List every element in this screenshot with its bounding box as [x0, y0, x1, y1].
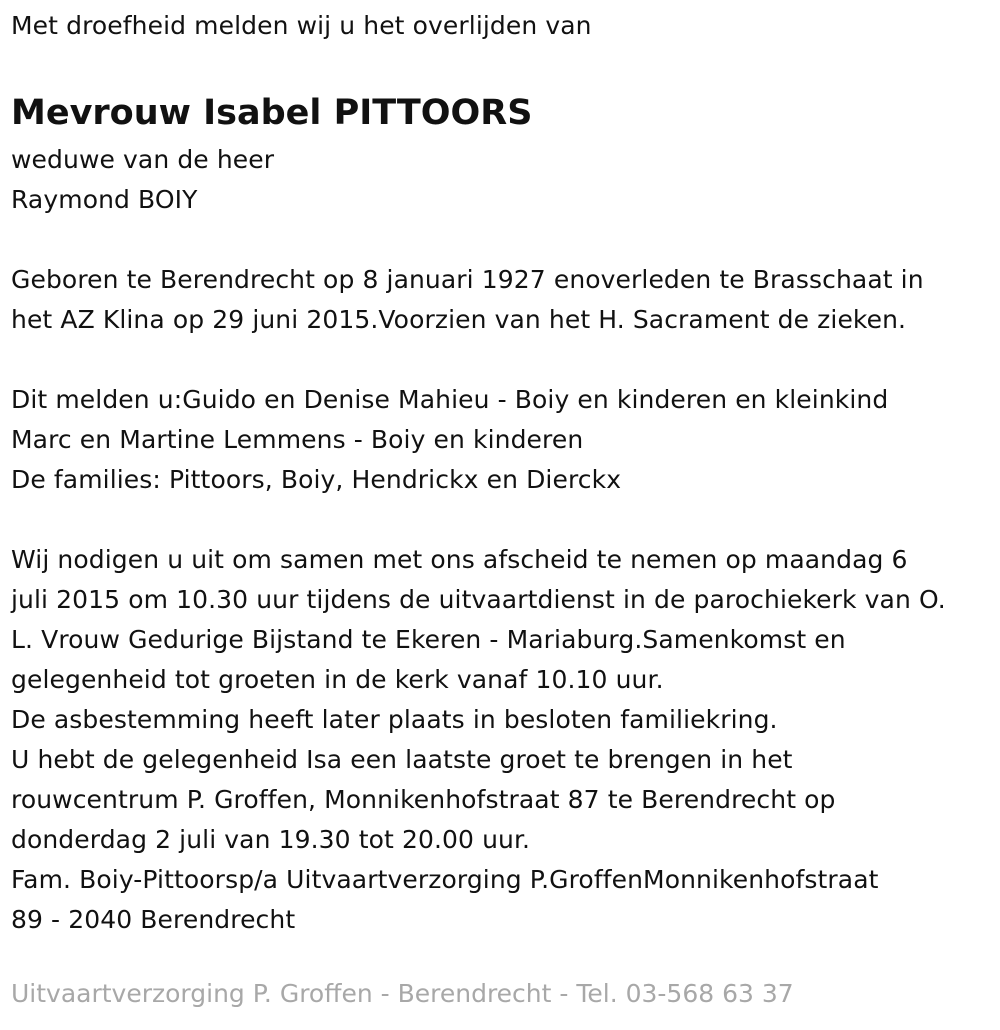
paragraph-line: De asbestemming heeft later plaats in besloten familiekring.: [11, 705, 778, 734]
spacer: [11, 500, 996, 540]
paragraph-line: donderdag 2 juli van 19.30 tot 20.00 uur.: [11, 825, 531, 854]
paragraph-line: het AZ Klina op 29 juni 2015.Voorzien van het H. Sacrament de zieken.: [11, 305, 907, 334]
paragraph-line: rouwcentrum P. Groffen, Monnikenhofstraat 87 te Berendrecht op: [11, 785, 836, 814]
funeral-home-footer: Uitvaartverzorging P. Groffen - Berendrecht - Tel. 03-568 63 37: [11, 979, 794, 1008]
invitation-paragraph: [11, 540, 996, 940]
announcers-paragraph: [11, 380, 996, 500]
paragraph-line: juli 2015 om 10.30 uur tijdens de uitvaartdienst in de parochiekerk van O.: [11, 585, 946, 614]
intro-text: Met droefheid melden wij u het overlijden van: [11, 11, 592, 40]
paragraph-line: Marc en Martine Lemmens - Boiy en kinderen: [11, 425, 584, 454]
paragraph-line: U hebt de gelegenheid Isa een laatste groet te brengen in het: [11, 745, 793, 774]
relation-text: weduwe van de heer: [11, 145, 275, 174]
paragraph-line: Dit melden u:Guido en Denise Mahieu - Boiy en kinderen en kleinkind: [11, 385, 889, 414]
spouse-name: Raymond BOIY: [11, 185, 198, 214]
spacer: [11, 340, 996, 380]
deceased-name: Mevrouw Isabel PITTOORS: [11, 93, 533, 133]
spacer: [11, 220, 996, 260]
spacer: [11, 46, 996, 86]
paragraph-line: Wij nodigen u uit om samen met ons afscheid te nemen op maandag 6: [11, 545, 908, 574]
birth-death-paragraph: [11, 260, 996, 340]
paragraph-line: Fam. Boiy-Pittoorsp/a Uitvaartverzorging P.GroffenMonnikenhofstraat: [11, 865, 879, 894]
paragraph-line: gelegenheid tot groeten in de kerk vanaf 10.10 uur.: [11, 665, 664, 694]
paragraph-line: Geboren te Berendrecht op 8 januari 1927 enoverleden te Brasschaat in: [11, 265, 924, 294]
paragraph-line: De families: Pittoors, Boiy, Hendrickx en Dierckx: [11, 465, 622, 494]
paragraph-line: 89 - 2040 Berendrecht: [11, 905, 296, 934]
paragraph-line: L. Vrouw Gedurige Bijstand te Ekeren - Mariaburg.Samenkomst en: [11, 625, 846, 654]
obituary-notice: [11, 6, 996, 940]
